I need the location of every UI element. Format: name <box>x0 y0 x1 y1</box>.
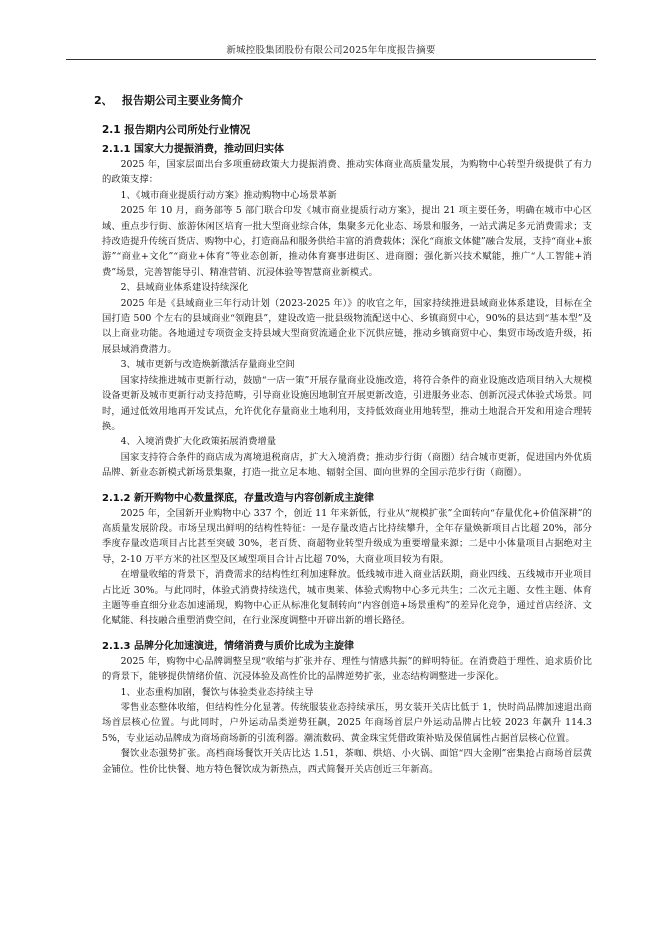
paragraph: 2025 年，购物中心品牌调整呈现“收缩与扩张并存、理性与情感共振”的鲜明特征。在消费趋于理性、追求质价比的背景下，能够提供情绪价值、沉浸体验及高性价比的品牌逆势扩张，业态结构调整进一步深化。 <box>102 655 592 683</box>
section-number: 2、 <box>94 94 113 107</box>
paragraph: 2025 年 10 月，商务部等 5 部门联合印发《城市商业提质行动方案》，提出 21 项主要任务，明确在城市中心区域、重点步行街、旅游休闲区培育一批大型商业综合体，集聚多元化业态、场景和服务，一站式满足多元消费需求；支持改造提升传统百货店、购物中心，打造商品和服务供给丰富的消费载体；深化“商旅文体健”融合发展，支持“商业+旅游”“商业+文化”“商业+体育”等业态创新，推动体育赛事进街区、进商圈；强化新兴技术赋能，推广“人工智能+消费”场景，完善智能导引、精准营销、沉浸体验等智慧商业新模式。 <box>102 205 592 278</box>
block-2-1-3 <box>102 640 592 777</box>
paragraph: 零售业态整体收缩，但结构性分化显著。传统服装业态持续承压，男女装开关店比低于 1，快时尚品牌加速退出商场首层核心位置。与此同时，户外运动品类逆势狂飙，2025 年商场首层户外运动品牌占比较 2023 年飙升 114.35%，专业运动品牌成为商场商场新的引流利器。潮流数码、黄金珠宝凭借政策补贴及保值属性占据首层核心位置。 <box>102 702 592 744</box>
section-title: 报告期公司主要业务简介 <box>122 94 243 107</box>
block-heading: 2.1.3 品牌分化加速演进，情绪消费与质价比成为主旋律 <box>102 640 354 652</box>
paragraph: 在增量收缩的背景下，消费需求的结构性红利加速释放。低线城市进入商业活跃期，商业四线、五线城市开业项目占比近 30%。与此同时，体验式消费持续迭代，城市奥莱、体验式购物中心多元共生；二次元主题、女性主题、体育主题等垂直细分业态加速涌现，购物中心正从标准化复制转向“内容创造+场景重构”的差异化竞争，通过首店经济、文化赋能、科技融合重塑消费空间，在行业深度调整中开辟出新的增长路径。 <box>102 569 592 627</box>
subsection-heading: 2.1 报告期内公司所处行业情况 <box>102 124 251 136</box>
list-heading: 4、入境消费扩大化政策拓展消费增量 <box>120 436 277 448</box>
page-header: 新城控股集团股份有限公司2025年年度报告摘要 <box>226 45 436 56</box>
paragraph: 2025 年是《县域商业三年行动计划（2023-2025 年）》的收官之年，国家持续推进县域商业体系建设，目标在全国打造 500 个左右的县域商业“领跑县”，建设改造一批县级物流配送中心、乡镇商贸中心，90%的县达到“基本型”及以上商业功能。各地通过专项资金支持县域大型商贸流通企业下沉供应链，推动乡镇商贸中心、集贸市场改造升级，拓展县域消费潜力。 <box>102 297 592 355</box>
list-heading: 1、《城市商业提质行动方案》推动购物中心场景革新 <box>120 189 337 201</box>
header-rule <box>66 59 596 60</box>
block-2-1-1 <box>102 143 592 481</box>
section-heading <box>94 94 592 108</box>
paragraph: 国家持续推进城市更新行动，鼓励“一店一策”开展存量商业设施改造，将符合条件的商业设施改造项目纳入大规模设备更新及城市更新行动支持范畴，引导商业设施因地制宜开展更新改造，引进服务业态、创新沉浸式体验式场景。同时，通过低效用地再开发试点，允许优化存量商业土地利用，支持低效商业用地转型，推动土地混合开发和用途合理转换。 <box>102 374 592 432</box>
block-heading: 2.1.1 国家大力提振消费，推动回归实体 <box>102 144 284 155</box>
page-content <box>94 94 592 777</box>
list-heading: 2、县域商业体系建设持续深化 <box>120 282 249 294</box>
list-heading: 1、业态重构加剧，餐饮与体验类业态持续主导 <box>120 686 314 698</box>
paragraph: 2025 年，全国新开业购物中心 337 个，创近 11 年来新低，行业从“规模扩张”全面转向“存量优化+价值深耕”的高质量发展阶段。市场呈现出鲜明的结构性特征：一是存量改造占比持续攀升，全年存量焕新项目占比超 20%，部分季度存量改造项目占比甚至突破 30%，老百货、商超物业转型升级成为重要增量来源；二是中小体量项目占据绝对主导，2-10 万平方米的社区型及区域型项目合计占比超 70%，大商业项目较为有限。 <box>102 507 592 565</box>
paragraph: 餐饮业态强势扩张。高档商场餐饮开关店比达 1.51，茶咖、烘焙、小火锅、面馆“四大金刚”密集抢占商场首层黄金铺位。性价比快餐、地方特色餐饮成为新热点，西式简餐开关店创近三年新高。 <box>102 748 592 775</box>
paragraph: 国家支持符合条件的商店成为离境退税商店，扩大入境消费；推动步行街（商圈）结合城市更新，促进国内外优质品牌、新业态新模式新场景集聚，打造一批立足本地、辐射全国、面向世界的全国示范步行街（商圈）。 <box>102 451 592 479</box>
list-heading: 3、城市更新与改造焕新激活存量商业空间 <box>120 359 295 371</box>
block-2-1-2 <box>102 492 592 629</box>
paragraph: 2025 年，国家层面出台多项重磅政策大力提振消费、推动实体商业高质量发展，为购物中心转型升级提供了有力的政策支撑： <box>102 159 592 186</box>
block-heading: 2.1.2 新开购物中心数量探底，存量改造与内容创新成主旋律 <box>102 492 374 504</box>
